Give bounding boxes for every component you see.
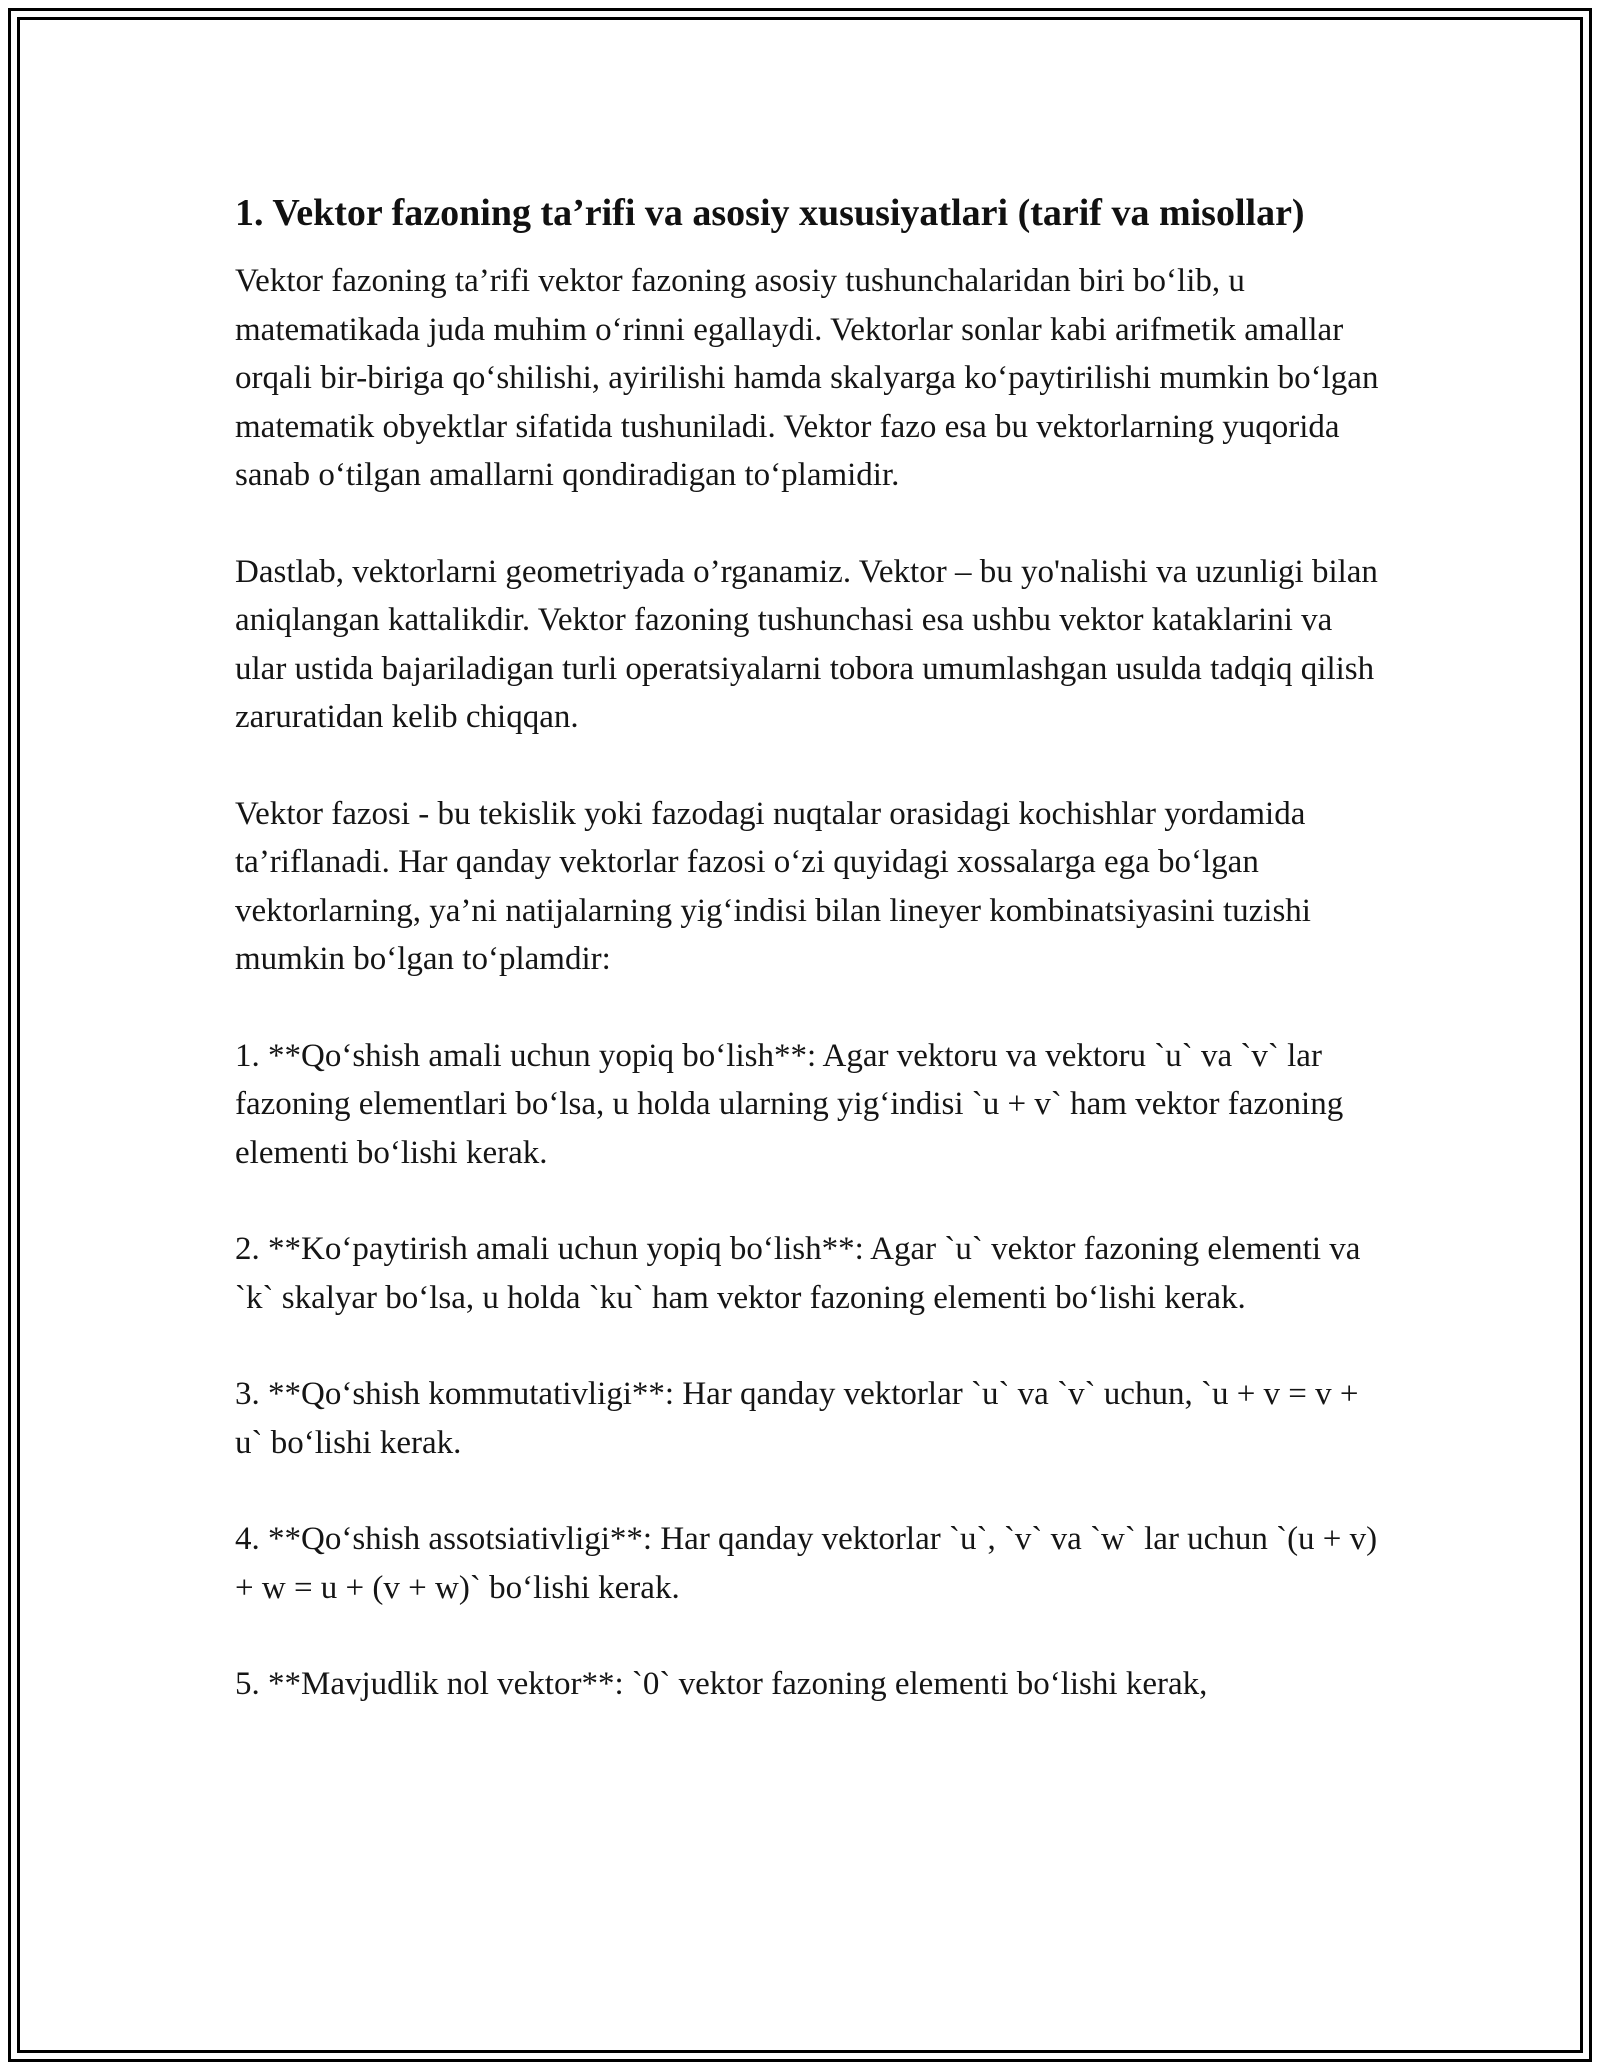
paragraph-geometry: Dastlab, vektorlarni geometriyada o’rganamiz. Vektor – bu yo'nalishi va uzunligi bilan aniqlangan kattalikdir. Vektor fazoning tushunchasi esa ushbu vektor kataklarini va ular ustida bajariladigan turli operatsiyalarni tobora umumlashgan usulda tadqiq qilish zaruratidan kelib chiqqan. xyxy=(235,553,1378,735)
property-item: 4. **Qo‘shish assotsiativligi**: Har qanday vektorlar `u`, `v` va `w` lar uchun `(u + v) + w = u + (v + w)` bo‘lishi kerak. xyxy=(235,1521,1378,1606)
property-item: 1. **Qo‘shish amali uchun yopiq bo‘lish**: Agar vektoru va vektoru `u` va `v` lar fazoning elementlari bo‘lsa, u holda ularning yig‘indisi `u + v` ham vektor fazoning elementi bo‘lishi kerak. xyxy=(235,1037,1344,1171)
paragraph-vector-space: Vektor fazosi - bu tekislik yoki fazodagi nuqtalar orasidagi kochishlar yordamida ta’riflanadi. Har qanday vektorlar fazosi o‘zi quyidagi xossalarga ega bo‘lgan vektorlarning, ya’ni natijalarning yig‘indisi bilan lineyer kombinatsiyasini tuzishi mumkin bo‘lgan to‘plamdir: xyxy=(235,795,1311,977)
property-item: 3. **Qo‘shish kommutativligi**: Har qanday vektorlar `u` va `v` uchun, `u + v = v + u` bo‘lishi kerak. xyxy=(235,1376,1359,1461)
paragraph-definition: Vektor fazoning ta’rifi vektor fazoning asosiy tushunchalaridan biri bo‘lib, u matematikada juda muhim o‘rinni egallaydi. Vektorlar sonlar kabi arifmetik amallar orqali bir-biriga qo‘shilishi, ayirilishi hamda skalyarga ko‘paytirilishi mumkin bo‘lgan matematik obyektlar sifatida tushuniladi. Vektor fazo esa bu vektorlarning yuqorida sanab o‘tilgan amallarni qondiradigan to‘plamidir. xyxy=(235,263,1379,493)
document-title: 1. Vektor fazoning ta’rifi va asosiy xususiyatlari (tarif va misollar) xyxy=(235,192,1305,234)
property-item: 2. **Ko‘paytirish amali uchun yopiq bo‘lish**: Agar `u` vektor fazoning elementi va `k` skalyar bo‘lsa, u holda `ku` ham vektor fazoning elementi bo‘lishi kerak. xyxy=(235,1231,1361,1316)
property-item: 5. **Mavjudlik nol vektor**: `0` vektor fazoning elementi bo‘lishi kerak, xyxy=(235,1666,1208,1702)
document-body xyxy=(235,186,1385,1757)
properties-list xyxy=(235,1032,1385,1709)
